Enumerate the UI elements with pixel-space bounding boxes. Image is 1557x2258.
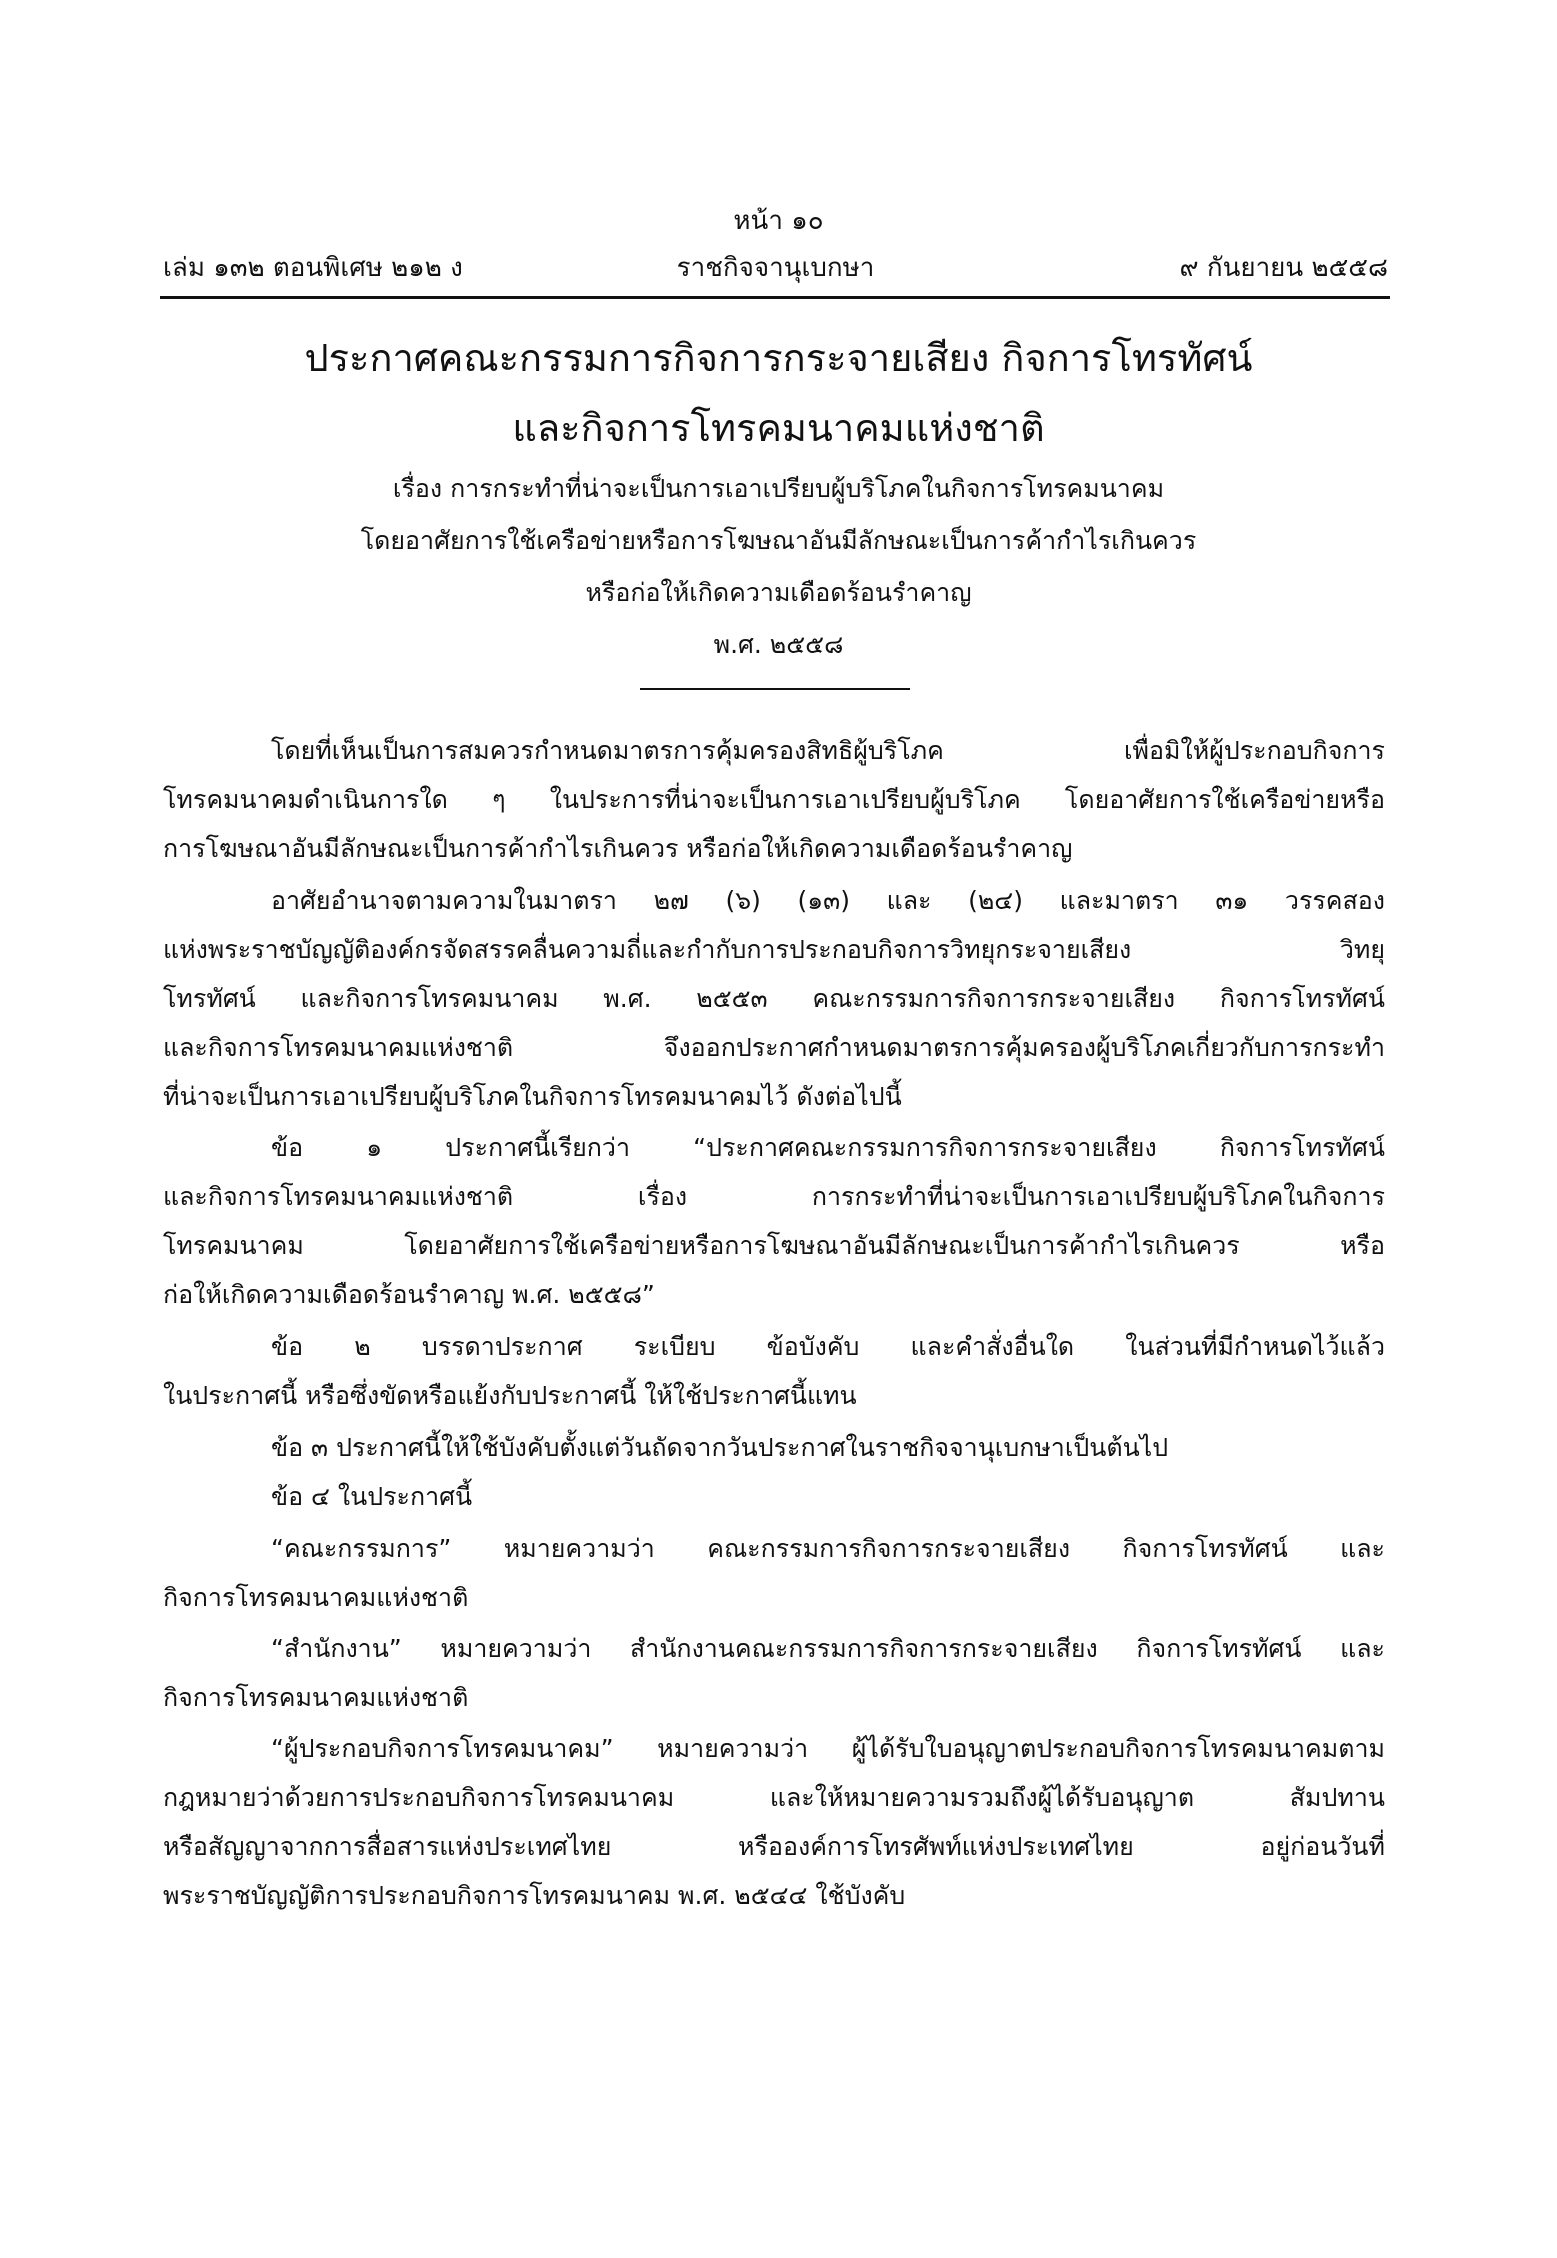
clause-2-line: ข้อ ๒ บรรดาประกาศ ระเบียบ ข้อบังคับ และคำสั่งอื่นใด ในส่วนที่มีกำหนดไว้แล้ว <box>271 1332 1385 1361</box>
subject-line-2: โดยอาศัยการใช้เครือข่ายหรือการโฆษณาอันมีลักษณะเป็นการค้ากำไรเกินควร <box>360 526 1197 555</box>
announcement-title-line-2: และกิจการโทรคมนาคมแห่งชาติ <box>512 406 1045 450</box>
clause-1-line: ข้อ ๑ ประกาศนี้เรียกว่า “ประกาศคณะกรรมการกิจการกระจายเสียง กิจการโทรทัศน์ <box>271 1133 1385 1162</box>
announcement-title-line-1: ประกาศคณะกรรมการกิจการกระจายเสียง กิจการโทรทัศน์ <box>304 336 1253 380</box>
preamble-2-line: โทรทัศน์ และกิจการโทรคมนาคม พ.ศ. ๒๕๕๓ คณะกรรมการกิจการกระจายเสียง กิจการโทรทัศน์ <box>163 984 1385 1013</box>
definition-operator-line: พระราชบัญญัติการประกอบกิจการโทรคมนาคม พ.ศ. ๒๕๔๔ ใช้บังคับ <box>163 1881 906 1910</box>
definition-operator-line: หรือสัญญาจากการสื่อสารแห่งประเทศไทย หรือองค์การโทรศัพท์แห่งประเทศไทย อยู่ก่อนวันที่ <box>163 1832 1385 1861</box>
preamble-2-line: แห่งพระราชบัญญัติองค์กรจัดสรรคลื่นความถี่และกำกับการประกอบกิจการวิทยุกระจายเสียง วิทยุ <box>163 935 1385 964</box>
clause-1-line: โทรคมนาคม โดยอาศัยการใช้เครือข่ายหรือการโฆษณาอันมีลักษณะเป็นการค้ากำไรเกินควร หรือ <box>163 1231 1385 1260</box>
definition-committee-line: กิจการโทรคมนาคมแห่งชาติ <box>163 1583 469 1612</box>
preamble-1-line: การโฆษณาอันมีลักษณะเป็นการค้ากำไรเกินควร หรือก่อให้เกิดความเดือดร้อนรำคาญ <box>163 834 1073 863</box>
volume-info: เล่ม ๑๓๒ ตอนพิเศษ ๒๑๒ ง <box>163 253 463 283</box>
clause-2-line: ในประกาศนี้ หรือซึ่งขัดหรือแย้งกับประกาศนี้ ให้ใช้ประกาศนี้แทน <box>163 1381 857 1410</box>
gazette-header <box>163 250 1388 286</box>
preamble-2-line: และกิจการโทรคมนาคมแห่งชาติ จึงออกประกาศกำหนดมาตรการคุ้มครองผู้บริโภคเกี่ยวกับการกระทำ <box>163 1033 1385 1062</box>
clause-4: ข้อ ๔ ในประกาศนี้ <box>271 1482 473 1511</box>
clause-1-line: และกิจการโทรคมนาคมแห่งชาติ เรื่อง การกระทำที่น่าจะเป็นการเอาเปรียบผู้บริโภคในกิจการ <box>163 1182 1385 1211</box>
header-divider <box>160 296 1390 299</box>
announcement-year: พ.ศ. ๒๕๕๘ <box>713 630 844 659</box>
subject-line-1: เรื่อง การกระทำที่น่าจะเป็นการเอาเปรียบผู้บริโภคในกิจการโทรคมนาคม <box>392 474 1165 503</box>
definition-office-line: “สำนักงาน” หมายความว่า สำนักงานคณะกรรมการกิจการกระจายเสียง กิจการโทรทัศน์ และ <box>271 1634 1385 1663</box>
preamble-2-line: ที่น่าจะเป็นการเอาเปรียบผู้บริโภคในกิจการโทรคมนาคมไว้ ดังต่อไปนี้ <box>163 1082 902 1111</box>
definition-operator-line: กฎหมายว่าด้วยการประกอบกิจการโทรคมนาคม และให้หมายความรวมถึงผู้ได้รับอนุญาต สัมปทาน <box>163 1783 1385 1812</box>
subject-line-3: หรือก่อให้เกิดความเดือดร้อนรำคาญ <box>585 578 972 607</box>
publication-date: ๙ กันยายน ๒๕๕๘ <box>1179 253 1388 283</box>
clause-3: ข้อ ๓ ประกาศนี้ให้ใช้บังคับตั้งแต่วันถัดจากวันประกาศในราชกิจจานุเบกษาเป็นต้นไป <box>271 1433 1169 1462</box>
definition-office-line: กิจการโทรคมนาคมแห่งชาติ <box>163 1683 469 1712</box>
title-divider <box>640 688 910 690</box>
gazette-name: ราชกิจจานุเบกษา <box>676 253 875 283</box>
preamble-1-line: โทรคมนาคมดำเนินการใด ๆ ในประการที่น่าจะเป็นการเอาเปรียบผู้บริโภค โดยอาศัยการใช้เครือข่ายหรือ <box>163 785 1385 814</box>
preamble-2-line: อาศัยอำนาจตามความในมาตรา ๒๗ (๖) (๑๓) และ (๒๔) และมาตรา ๓๑ วรรคสอง <box>271 886 1385 915</box>
page-number: หน้า ๑๐ <box>733 206 824 236</box>
definition-operator-line: “ผู้ประกอบกิจการโทรคมนาคม” หมายความว่า ผู้ได้รับใบอนุญาตประกอบกิจการโทรคมนาคมตาม <box>271 1734 1385 1763</box>
preamble-1-line: โดยที่เห็นเป็นการสมควรกำหนดมาตรการคุ้มครองสิทธิผู้บริโภค เพื่อมิให้ผู้ประกอบกิจการ <box>271 736 1385 765</box>
definition-committee-line: “คณะกรรมการ” หมายความว่า คณะกรรมการกิจการกระจายเสียง กิจการโทรทัศน์ และ <box>271 1534 1385 1563</box>
clause-1-line: ก่อให้เกิดความเดือดร้อนรำคาญ พ.ศ. ๒๕๕๘” <box>163 1280 655 1309</box>
